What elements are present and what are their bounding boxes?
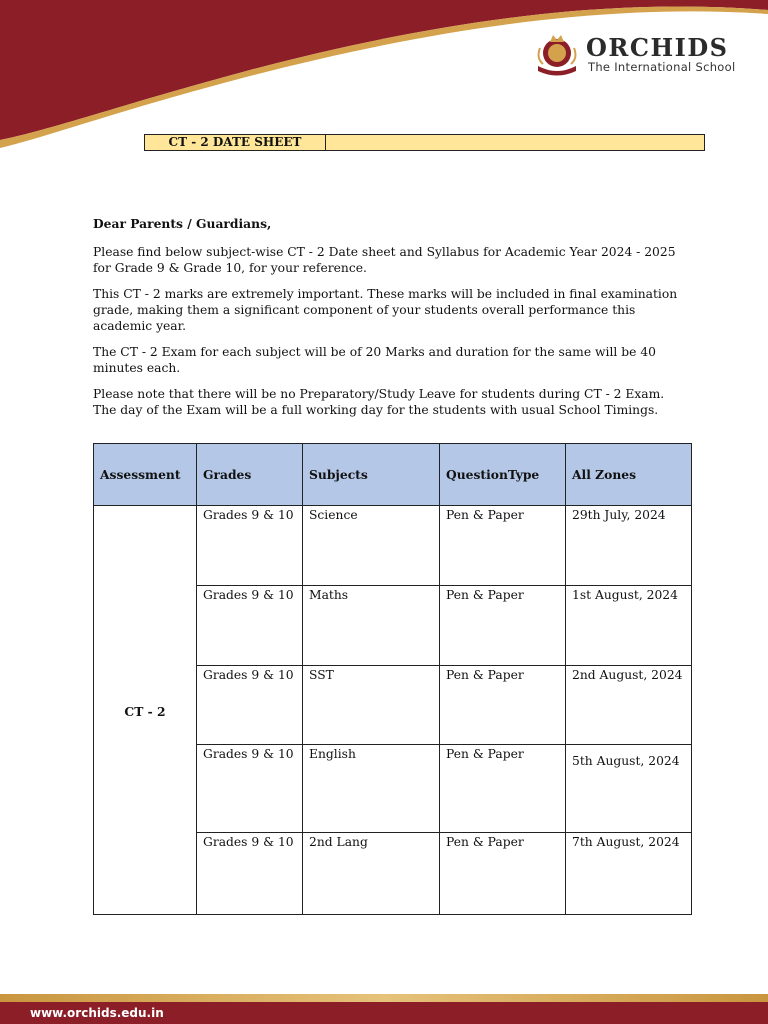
grades-cell: Grades 9 & 10 (197, 506, 303, 586)
question-type-cell: Pen & Paper (440, 506, 566, 586)
subject-cell: 2nd Lang (303, 833, 440, 915)
brand-name: ORCHIDS (586, 33, 729, 62)
header-question-type: QuestionType (440, 444, 566, 506)
greeting: Dear Parents / Guardians, (93, 216, 272, 231)
notice-letter (93, 216, 678, 428)
footer-bar (0, 1002, 768, 1024)
date-cell: 7th August, 2024 (566, 833, 692, 915)
paragraph: This CT - 2 marks are extremely important. These marks will be included in final examination grade, making them a significant component of your students overall performance this academic year. (93, 287, 678, 333)
header-grades: Grades (197, 444, 303, 506)
date-cell: 1st August, 2024 (566, 586, 692, 666)
school-logo (532, 30, 742, 80)
assessment-cell: CT - 2 (94, 506, 197, 915)
grades-cell: Grades 9 & 10 (197, 745, 303, 833)
subject-cell: Science (303, 506, 440, 586)
question-type-cell: Pen & Paper (440, 745, 566, 833)
date-sheet-title-bar (144, 134, 705, 151)
page-title: CT - 2 DATE SHEET (145, 135, 326, 150)
grades-cell: Grades 9 & 10 (197, 666, 303, 745)
paragraph: Please find below subject-wise CT - 2 Date sheet and Syllabus for Academic Year 2024 - 2025 for Grade 9 & Grade 10, for your reference. (93, 245, 676, 275)
table-header-row (94, 444, 692, 506)
question-type-cell: Pen & Paper (440, 586, 566, 666)
crest-icon (532, 30, 582, 80)
date-sheet-table (93, 443, 692, 915)
question-type-cell: Pen & Paper (440, 833, 566, 915)
paragraph: Please note that there will be no Preparatory/Study Leave for students during CT - 2 Exam. The day of the Exam will be a full working day for the students with usual School Timings. (93, 387, 665, 417)
subject-cell: Maths (303, 586, 440, 666)
table-row (94, 506, 692, 586)
subject-cell: SST (303, 666, 440, 745)
paragraph: The CT - 2 Exam for each subject will be of 20 Marks and duration for the same will be 40 minutes each. (93, 345, 656, 375)
header-assessment: Assessment (94, 444, 197, 506)
website-link[interactable]: www.orchids.edu.in (30, 1006, 164, 1020)
question-type-cell: Pen & Paper (440, 666, 566, 745)
header-all-zones: All Zones (566, 444, 692, 506)
date-cell: 29th July, 2024 (566, 506, 692, 586)
date-cell: 2nd August, 2024 (566, 666, 692, 745)
header-subjects: Subjects (303, 444, 440, 506)
subject-cell: English (303, 745, 440, 833)
grades-cell: Grades 9 & 10 (197, 833, 303, 915)
date-cell: 5th August, 2024 (566, 745, 692, 833)
footer-gold-band (0, 994, 768, 1002)
grades-cell: Grades 9 & 10 (197, 586, 303, 666)
brand-tagline: The International School (588, 60, 736, 74)
